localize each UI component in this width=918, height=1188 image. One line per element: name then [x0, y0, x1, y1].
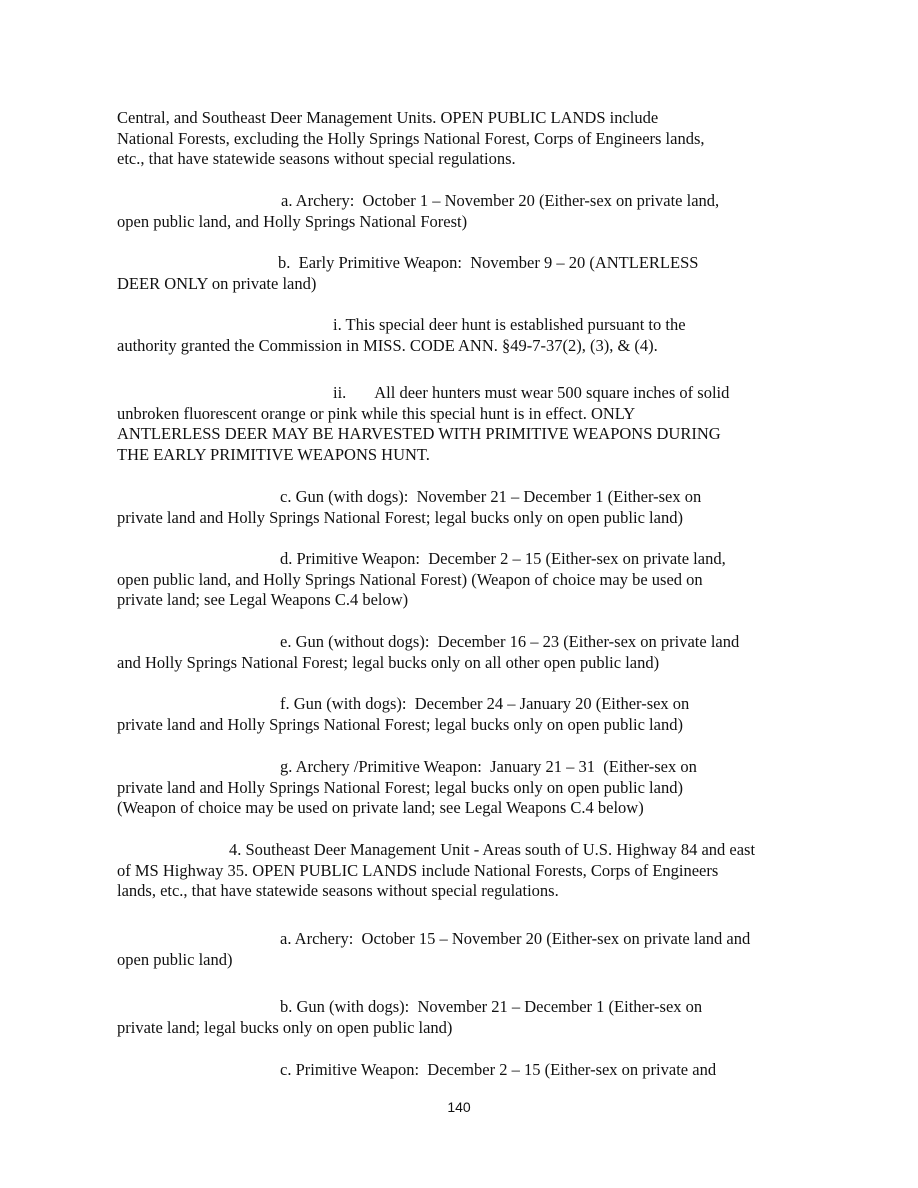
text-line: National Forests, excluding the Holly Springs National Forest, Corps of Engineers lands, [117, 128, 705, 148]
paragraph-archery-primitive [117, 757, 807, 819]
text-line: private land and Holly Springs National Forest; legal bucks only on open public land) [117, 777, 683, 797]
paragraph-se-primitive [117, 1060, 807, 1081]
text-line: (Weapon of choice may be used on private land; see Legal Weapons C.4 below) [117, 798, 644, 817]
text-line: b. Gun (with dogs): November 21 – December 1 (Either-sex on [280, 997, 703, 1016]
text-line: private land and Holly Springs National Forest; legal bucks only on open public land) [117, 714, 683, 734]
paragraph-se-gun-with-dogs [117, 997, 807, 1038]
text-line: ii. All deer hunters must wear 500 square inches of solid [333, 383, 730, 402]
text-line: private land and Holly Springs National Forest; legal bucks only on open public land) [117, 507, 683, 527]
text-line: and Holly Springs National Forest; legal bucks only on all other open public land) [117, 652, 660, 672]
text-line: private land; see Legal Weapons C.4 below) [117, 590, 409, 609]
text-line: d. Primitive Weapon: December 2 – 15 (Either-sex on private land, [280, 549, 726, 568]
text-line: Central, and Southeast Deer Management Units. OPEN PUBLIC LANDS include [117, 108, 659, 127]
paragraph-gun-with-dogs [117, 487, 807, 528]
text-line: c. Gun (with dogs): November 21 – December 1 (Either-sex on [280, 487, 702, 506]
paragraph-archery [117, 191, 807, 232]
text-line: b. Early Primitive Weapon: November 9 – 20 (ANTLERLESS [278, 253, 699, 272]
text-line: open public land, and Holly Springs National Forest) [117, 211, 468, 231]
text-line: private land; legal bucks only on open public land) [117, 1017, 453, 1037]
paragraph-early-primitive [117, 253, 807, 294]
text-line: 4. Southeast Deer Management Unit - Areas south of U.S. Highway 84 and east [229, 840, 756, 859]
paragraph-primitive-weapon [117, 549, 807, 611]
text-line: g. Archery /Primitive Weapon: January 21 – 31 (Either-sex on [280, 757, 697, 776]
text-line: c. Primitive Weapon: December 2 – 15 (Either-sex on private and [280, 1060, 717, 1079]
paragraph-southeast-unit [117, 840, 807, 902]
text-line: etc., that have statewide seasons without special regulations. [117, 149, 516, 168]
text-line: a. Archery: October 1 – November 20 (Either-sex on private land, [281, 191, 720, 210]
text-line: ANTLERLESS DEER MAY BE HARVESTED WITH PRIMITIVE WEAPONS DURING [117, 424, 721, 443]
text-line: i. This special deer hunt is established pursuant to the [333, 315, 686, 334]
paragraph-gun-without-dogs [117, 632, 807, 673]
text-line: f. Gun (with dogs): December 24 – January 20 (Either-sex on [280, 694, 690, 713]
text-line: DEER ONLY on private land) [117, 273, 317, 293]
paragraph-se-archery [117, 929, 807, 970]
text-line: open public land) [117, 949, 233, 969]
paragraph-subitem-ii [117, 383, 807, 465]
paragraph-gun-with-dogs-late [117, 694, 807, 735]
paragraph-intro [117, 108, 807, 170]
page-number: 140 [447, 1099, 471, 1115]
text-line: unbroken fluorescent orange or pink while this special hunt is in effect. ONLY [117, 403, 636, 423]
text-line: THE EARLY PRIMITIVE WEAPONS HUNT. [117, 444, 430, 464]
text-line: lands, etc., that have statewide seasons without special regulations. [117, 881, 559, 900]
text-line: open public land, and Holly Springs National Forest) (Weapon of choice may be used on [117, 569, 703, 589]
text-line: a. Archery: October 15 – November 20 (Either-sex on private land and [280, 929, 751, 948]
text-line: of MS Highway 35. OPEN PUBLIC LANDS include National Forests, Corps of Engineers [117, 860, 719, 880]
paragraph-subitem-i [117, 315, 807, 356]
text-line: authority granted the Commission in MISS. CODE ANN. §49-7-37(2), (3), & (4). [117, 335, 658, 355]
text-line: e. Gun (without dogs): December 16 – 23 (Either-sex on private land [280, 632, 740, 651]
